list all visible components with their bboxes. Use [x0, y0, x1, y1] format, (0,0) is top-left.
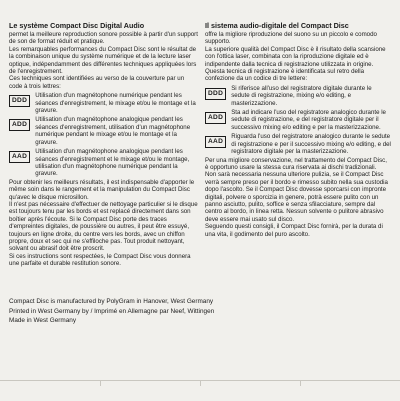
french-intro-2: Les remarquables performances du Compact Disc sont le résultat de la combinaison unique du système numérique et de la lecture laser optique, indépendamment des différentes techniques appliquées lors de l'enregistrement.	[9, 45, 197, 76]
code-badge: ADD	[9, 119, 30, 131]
italian-body-1: Per una migliore conservazione, nel trattamento del Compact Disc, è opportuno usare la stessa cura riservata ai dischi tradizionali.	[205, 156, 387, 171]
french-intro-3: Ces techniques sont identifiées au verso de la couverture par un code à trois lettres:	[9, 75, 185, 90]
code-badge: DDD	[9, 95, 30, 107]
credit-line: Compact Disc is manufactured by PolyGram in Hanover, West Germany	[9, 298, 214, 305]
crop-mark	[100, 380, 101, 386]
code-row-add	[205, 109, 391, 131]
italian-body-2: Non sarà necessaria nessuna ulteriore pulizia, se il Compact Disc verrà sempre preso per il bordo e rimesso subito nella sua custodia dopo l'ascolto. Se il Compact Disc dovesse sporcarsi con impronte digitali, polvere o sporcizia in genere, potrà essere pulito con un panno asciutto, pulito, soffice e senza sfilacciature, sempre dal centro al bordo, in linea retta. Nessun solvente o pulitore abrasivo deve essere mai usato sul disco.	[205, 171, 388, 223]
code-description: Si riferisce all'uso del registratore digitale durante le sedute di registrazione, mixing e/o editing, e masterizzazione.	[231, 84, 372, 107]
code-row-add	[9, 116, 199, 146]
code-badge: AAD	[9, 151, 30, 163]
manufacturer-credits	[9, 297, 214, 326]
french-title: Le système Compact Disc Digital Audio	[9, 21, 145, 30]
crop-mark	[300, 380, 301, 386]
code-description: Riguarda l'uso del registratore analogico durante le sedute di registrazione e per il successivo mixing e/o editing, e del registratore digitale per la masterizzazione.	[231, 133, 391, 156]
code-badge: DDD	[205, 88, 226, 100]
code-badge: AAD	[205, 136, 226, 148]
italian-column	[205, 21, 391, 238]
code-row-ddd	[205, 85, 391, 107]
code-badge: ADD	[205, 112, 226, 124]
italian-title: Il sistema audio-digitale del Compact Disc	[205, 21, 349, 30]
italian-intro-2: La superiore qualità del Compact Disc è il risultato della scansione con l'ottica laser, combinata con la riproduzione digitale ed è indipendente dalla tecnica di registrazione utilizzata in origine.	[205, 45, 386, 68]
french-body-2: Il n'est pas nécessaire d'effectuer de nettoyage particulier si le disque est toujours tenu par les bords et est replacé directement dans son boîtier après l'écoute. Si le Compact Disc porte des traces d'empreintes digitales, de poussière ou autres, il peut être essuyé, toujours en ligne droite, du centre vers les bords, avec un chiffon propre, doux et sec qui ne s'effiloche pas. Tout produit nettoyant, solvant ou abrasif doit être proscrit.	[9, 200, 198, 253]
credit-line: Made in West Germany	[9, 317, 77, 325]
italian-intro-1: offre la migliore riproduzione del suono su un piccolo e comodo supporto.	[205, 31, 377, 46]
french-body-1: Pour obtenir les meilleurs résultats, il est indispensable d'apporter le même soin dans le rangement et la manipulation du Compact Disc qu'avec le disque microsillon.	[9, 178, 195, 201]
code-description: Utilisation d'un magnétophone analogique pendant les séances d'enregistrement et le mixage et/ou le montage, utilisation d'un magnétophone numérique pendant la gravure.	[35, 148, 190, 178]
crop-mark	[200, 380, 201, 386]
code-row-aad	[205, 133, 391, 155]
italian-body-3: Seguendo questi consigli, il Compact Disc fornirà, per la durata di una vita, il godimento del puro ascolto.	[205, 223, 383, 238]
code-description: Utilisation d'un magnétophone analogique pendant les séances d'enregistrement, utilisation d'un magnétophone numérique pendant le mixage et/ou le montage et la gravure.	[35, 116, 191, 146]
french-body-3: Si ces instructions sont respectées, le Compact Disc vous donnera une parfaite et durable restitution sonore.	[9, 252, 191, 268]
italian-intro-3: Questa tecnica di registrazione è identificata sul retro della confezione da un codice di tre lettere:	[205, 68, 365, 83]
french-column	[9, 21, 199, 268]
french-intro-1: permet la meilleure reproduction sonore possible à partir d'un support de son de format réduit et pratique.	[9, 31, 198, 46]
code-row-aad	[9, 148, 199, 178]
code-description: Utilisation d'un magnétophone numérique pendant les séances d'enregistrement, le mixage et/ou le montage et la gravure.	[35, 92, 196, 115]
code-row-ddd	[9, 92, 199, 114]
code-description: Sta ad indicare l'uso del registratore analogico durante le sedute di registrazione, e del registratore digitale per il successivo mixing e/o editing e per la masterizzazione.	[231, 109, 386, 131]
credit-line: Printed in West Germany by / Imprimé en Allemagne par Neef, Wittingen	[9, 307, 215, 315]
